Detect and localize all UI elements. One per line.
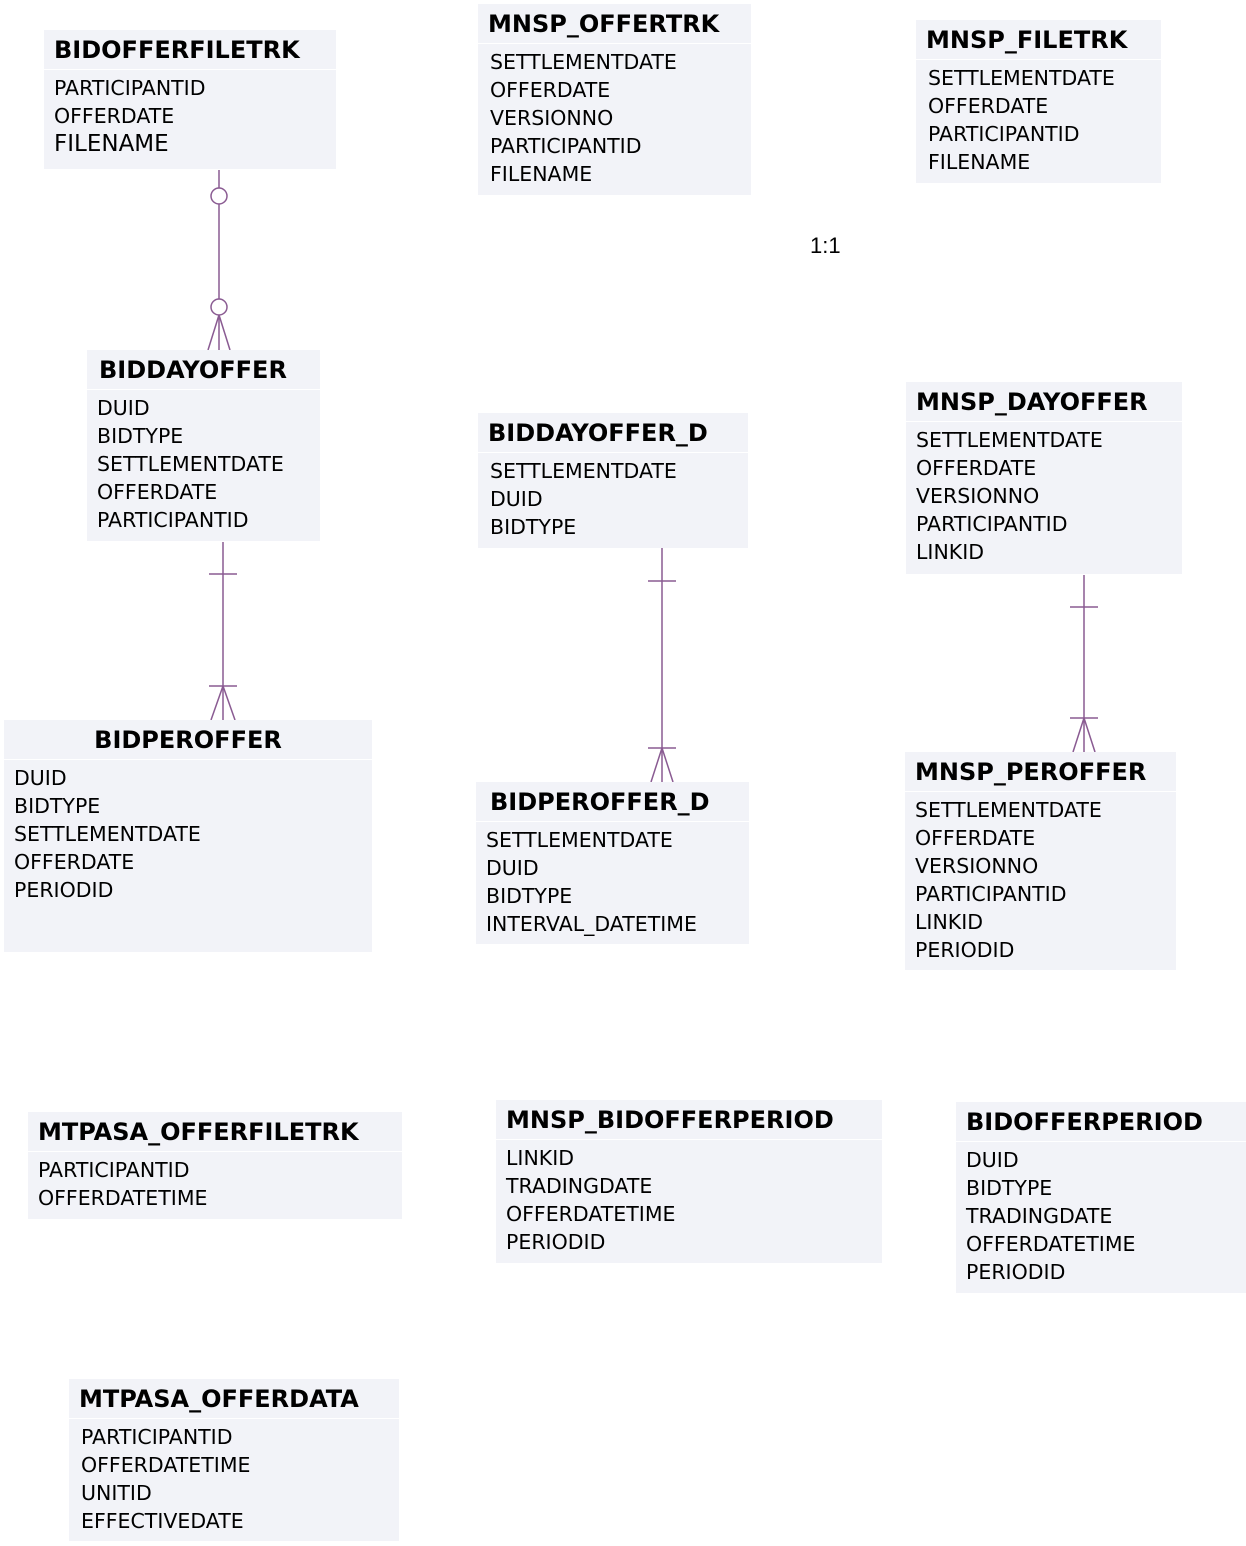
entity-title: BIDDAYOFFER [87,350,320,390]
entity-bidofferfiletrk[interactable] [44,30,336,169]
attribute: BIDTYPE [97,424,184,448]
attribute: SETTLEMENTDATE [490,459,677,483]
entity-attributes [478,44,751,188]
entity-attributes [44,70,336,158]
entity-attributes [956,1142,1246,1286]
attribute: OFFERDATETIME [506,1202,676,1226]
entity-attributes [28,1152,402,1212]
entity-title: MTPASA_OFFERFILETRK [28,1112,402,1152]
entity-title: MNSP_DAYOFFER [906,382,1182,422]
entity-title: MNSP_PEROFFER [905,752,1176,792]
entity-bidofferperiod[interactable] [956,1102,1246,1293]
attribute: PERIODID [14,878,114,902]
attribute: PARTICIPANTID [490,134,642,158]
entity-mtpasa-offerfiletrk[interactable] [28,1112,402,1219]
entity-mnsp-peroffer[interactable] [905,752,1176,970]
entity-bidperoffer[interactable] [4,720,372,952]
entity-attributes [905,792,1176,964]
attribute: FILENAME [490,162,593,186]
attribute: SETTLEMENTDATE [97,452,284,476]
attribute: LINKID [916,540,985,564]
cardinality-ratio-label: 1:1 [810,233,841,258]
attribute: PERIODID [506,1230,606,1254]
attribute: SETTLEMENTDATE [915,798,1102,822]
relationship-biddayoffer-d-bidperoffer-d [648,548,676,782]
attribute: DUID [966,1148,1019,1172]
attribute: OFFERDATE [54,104,175,128]
attribute: VERSIONNO [915,854,1039,878]
entity-attributes [69,1419,399,1535]
attribute: BIDTYPE [966,1176,1053,1200]
entity-title: MTPASA_OFFERDATA [69,1379,399,1419]
crowfoot-icon [208,315,219,350]
attribute: FILENAME [54,131,169,157]
entity-title: BIDDAYOFFER_D [478,413,748,453]
attribute: DUID [14,766,67,790]
zero-optional-icon [211,299,227,315]
entity-title: BIDPEROFFER_D [476,782,749,822]
attribute: SETTLEMENTDATE [928,66,1115,90]
attribute: UNITID [81,1481,152,1505]
attribute: DUID [486,856,539,880]
attribute: VERSIONNO [916,484,1040,508]
attribute: DUID [490,487,543,511]
attribute: BIDTYPE [486,884,573,908]
attribute: BIDTYPE [490,515,577,539]
attribute: PARTICIPANTID [915,882,1067,906]
entity-title: BIDPEROFFER [4,720,372,760]
entity-mnsp-bidofferperiod[interactable] [496,1100,882,1263]
entity-attributes [916,60,1161,176]
zero-optional-icon [211,188,227,204]
entity-attributes [87,390,320,534]
attribute: OFFERDATE [928,94,1049,118]
attribute: EFFECTIVEDATE [81,1509,244,1533]
relationship-mnsp-dayoffer-mnsp-peroffer [1070,575,1098,752]
relationship-biddayoffer-bidperoffer [209,542,237,720]
attribute: PARTICIPANTID [81,1425,233,1449]
entity-attributes [496,1140,882,1256]
attribute: OFFERDATE [490,78,611,102]
entity-mnsp-filetrk[interactable] [916,20,1161,183]
crowfoot-icon [211,686,223,720]
attribute: OFFERDATETIME [38,1186,208,1210]
entity-biddayoffer-d[interactable] [478,413,748,548]
crowfoot-icon [1073,718,1084,752]
attribute: PARTICIPANTID [97,508,249,532]
attribute: OFFERDATETIME [81,1453,251,1477]
attribute: PARTICIPANTID [38,1158,190,1182]
entity-bidperoffer-d[interactable] [476,782,749,944]
entity-mnsp-offertrk[interactable] [478,4,751,195]
attribute: INTERVAL_DATETIME [486,912,697,936]
entity-biddayoffer[interactable] [87,350,320,541]
attribute: PARTICIPANTID [928,122,1080,146]
attribute: LINKID [915,910,984,934]
attribute: FILENAME [928,150,1031,174]
attribute: BIDTYPE [14,794,101,818]
attribute: VERSIONNO [490,106,614,130]
entity-attributes [478,453,748,541]
attribute: PERIODID [966,1260,1066,1284]
attribute: PARTICIPANTID [916,512,1068,536]
attribute: OFFERDATE [916,456,1037,480]
entity-title: MNSP_OFFERTRK [478,4,751,44]
entity-title: BIDOFFERPERIOD [956,1102,1246,1142]
attribute: OFFERDATE [915,826,1036,850]
attribute: PARTICIPANTID [54,76,206,100]
attribute: TRADINGDATE [966,1204,1113,1228]
attribute: SETTLEMENTDATE [486,828,673,852]
entity-mnsp-dayoffer[interactable] [906,382,1182,574]
entity-title: MNSP_BIDOFFERPERIOD [496,1100,882,1140]
attribute: OFFERDATE [97,480,218,504]
entity-attributes [4,760,372,904]
entity-attributes [476,822,749,938]
entity-mtpasa-offerdata[interactable] [69,1379,399,1541]
entity-title: MNSP_FILETRK [916,20,1161,60]
attribute: OFFERDATE [14,850,135,874]
attribute: SETTLEMENTDATE [916,428,1103,452]
crowfoot-icon [651,748,662,782]
entity-attributes [906,422,1182,566]
attribute: SETTLEMENTDATE [14,822,201,846]
attribute: PERIODID [915,938,1015,962]
attribute: TRADINGDATE [506,1174,653,1198]
entity-title: BIDOFFERFILETRK [44,30,336,70]
attribute: SETTLEMENTDATE [490,50,677,74]
attribute: LINKID [506,1146,575,1170]
attribute: OFFERDATETIME [966,1232,1136,1256]
attribute: DUID [97,396,150,420]
relationship-bidofferfiletrk-biddayoffer [208,170,230,350]
